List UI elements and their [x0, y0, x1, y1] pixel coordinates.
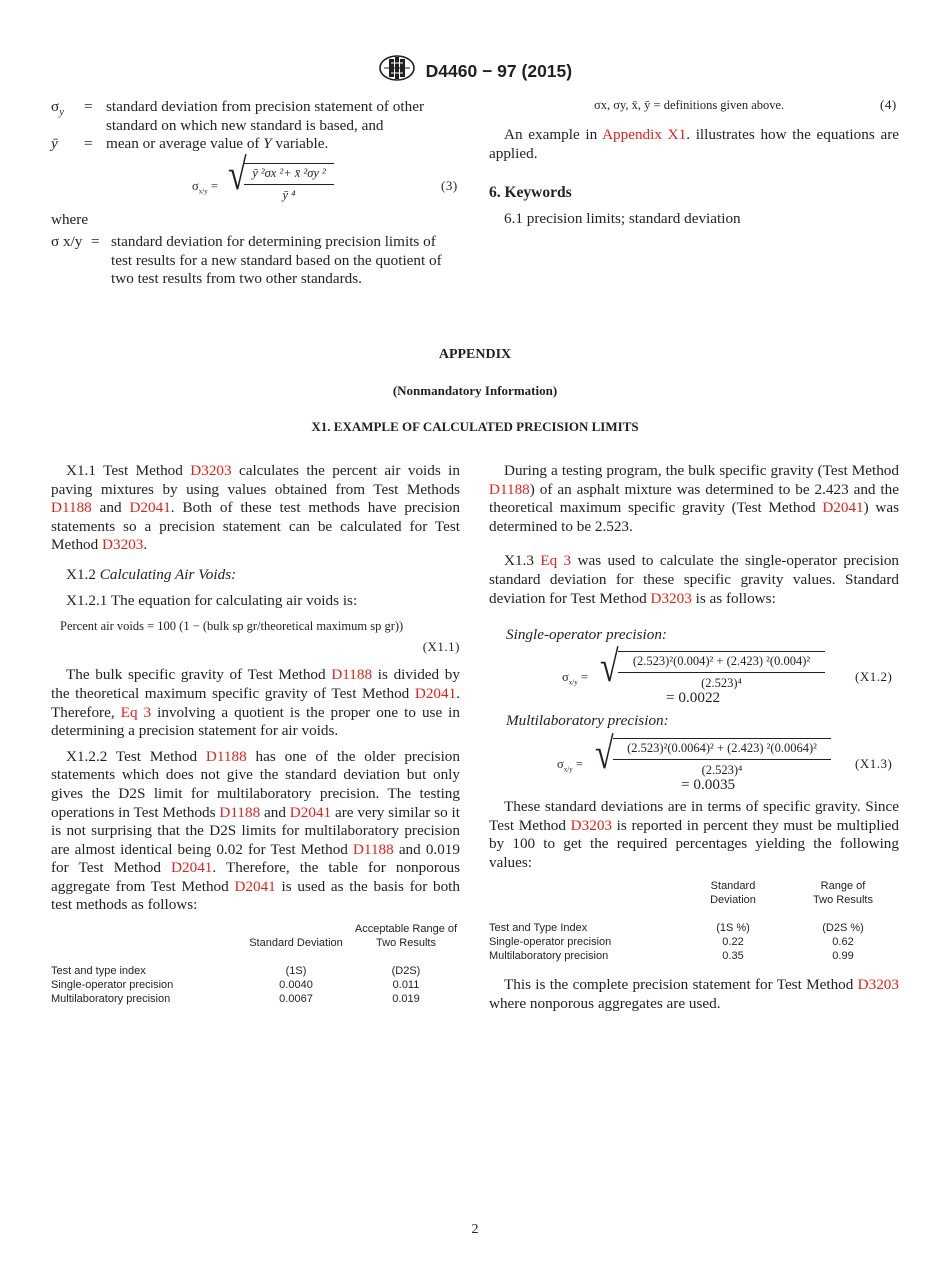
sqrt-icon: √: [600, 643, 619, 692]
intro-paragraph: [489, 126, 899, 163]
cell: (D2S): [391, 965, 421, 977]
d2041-link[interactable]: D2041: [129, 499, 171, 517]
definition-sigma-xy: [51, 233, 460, 293]
paragraph-sd-terms: These standard deviations are in terms of specific gravity. Since Test Method D3203 is reported in percent they must be multiplied by 100 to get the required percentages yielding the following values:: [489, 798, 899, 871]
denominator: (2.523)⁴: [701, 675, 742, 690]
cell: (1S %): [716, 922, 750, 934]
subscript: x/y: [198, 187, 208, 196]
x1-title: X1. EXAMPLE OF CALCULATED PRECISION LIMITS: [311, 419, 639, 434]
d3203-link[interactable]: D3203: [857, 976, 899, 993]
row-label: Multilaboratory precision: [489, 950, 609, 962]
precision-table-2: [489, 880, 899, 970]
column-header: Standard Deviation: [249, 937, 343, 949]
paragraph-complete-statement: This is the complete precision statement for Test Method D3203 where nonporous aggregates are used.: [489, 976, 899, 1012]
d3203-link[interactable]: D3203: [102, 536, 144, 554]
left-body: [51, 462, 460, 915]
where-label: where: [51, 211, 89, 228]
paragraph-x1-2-1: X1.2.1 The equation for calculating air voids is:: [66, 591, 358, 609]
row-label: Test and type index: [51, 965, 146, 977]
single-operator-label: Single-operator precision:: [506, 626, 667, 643]
cell: 0.011: [392, 979, 420, 991]
equals: =: [91, 233, 100, 250]
sqrt-icon: √: [595, 730, 614, 779]
equation-4: σx, σy, x̄, ȳ = definitions given above.: [594, 98, 785, 112]
cell: 0.62: [832, 936, 854, 948]
equation-number: (3): [441, 178, 458, 193]
multilaboratory-label: Multilaboratory precision:: [506, 712, 669, 729]
sigma: σ: [192, 179, 199, 193]
column-header: Standard: [710, 880, 756, 892]
astm-logo-icon: [378, 54, 416, 88]
column-header: Range of: [820, 880, 866, 892]
appendix-x1-link[interactable]: Appendix X1: [602, 126, 687, 143]
d3203-link[interactable]: D3203: [650, 589, 692, 607]
definition-sigma-y: [51, 98, 460, 135]
appendix-title: APPENDIX: [438, 347, 512, 362]
d1188-link[interactable]: D1188: [489, 480, 530, 498]
definition-text: standard deviation for determining precision limits of test results for a new standard based on the quotient of two test results from two other standards.: [111, 233, 442, 288]
text: An example in: [504, 126, 603, 143]
row-label: Single-operator precision: [489, 936, 612, 948]
d2041-link[interactable]: D2041: [289, 803, 332, 821]
document-id: D4460 − 97 (2015): [425, 60, 573, 81]
equation-number: (X1.1): [422, 638, 460, 654]
d1188-link[interactable]: D1188: [331, 666, 373, 684]
denominator: ȳ ⁴: [282, 187, 296, 202]
column-header: Deviation: [710, 894, 756, 906]
right-body: [489, 462, 899, 608]
d3203-link[interactable]: D3203: [570, 816, 613, 834]
cell: (1S): [285, 965, 307, 977]
precision-table-1: [51, 923, 460, 1013]
d1188-link[interactable]: D1188: [352, 840, 394, 858]
d1188-link[interactable]: D1188: [219, 803, 261, 821]
numerator: (2.523)²(0.0064)² + (2.423) ²(0.0064)²: [613, 739, 831, 760]
eq3-link[interactable]: Eq 3: [120, 703, 152, 721]
row-label: Test and Type Index: [489, 922, 588, 934]
variable: Y: [263, 135, 272, 152]
column-header: Two Results: [813, 894, 873, 906]
equation-number: (X1.3): [855, 756, 893, 771]
d1188-link[interactable]: D1188: [51, 499, 92, 517]
paragraph-x1-2-2: X1.2.2 Test Method D1188 has one of the older precision statements which does not give the standard deviation but only gives the D2S limit for multilaboratory precision. The testing operations in Test Methods D1188 and D2041 are very similar so it is not surprising that the D2S limits for multilaboratory precision are almost identical being 0.02 for Test Method D1188 and 0.019 for Test Method D2041. Therefore, the table for nonporous aggregate from Test Method D2041 is used as the basis for both test methods as follows:: [51, 747, 460, 914]
d3203-link[interactable]: D3203: [190, 462, 232, 479]
section-heading: 6. Keywords: [489, 184, 572, 201]
cell: 0.35: [722, 950, 744, 962]
paragraph-x1-3: X1.3 Eq 3 was used to calculate the single-operator precision standard deviation for these specific gravity values. Standard deviation for Test Method D3203 is as follows:: [489, 552, 900, 607]
equals: =: [84, 98, 93, 115]
equation-x1-3: $\sigma_{x/y}$ = √ $\frac{\text{(2.523)²(0.0064)² + (2.423) ²(0.0064)²}}{\text{(2.523)⁴}}$ = 0.0035 (X1.3): [557, 730, 893, 793]
eq3-link[interactable]: Eq 3: [540, 552, 572, 570]
cell: 0.99: [832, 950, 854, 962]
column-header: Acceptable Range of: [354, 923, 458, 935]
symbol: ȳ: [51, 135, 58, 152]
equals: =: [84, 135, 93, 152]
equation-x1-2: $\sigma_{x/y}$ = √ $\frac{\text{(2.523)²(0.004)² + (2.423) ²(0.004)²}}{\text{(2.523)⁴}}$ = 0.0022 (X1.2): [562, 643, 893, 706]
d2041-link[interactable]: D2041: [234, 877, 276, 895]
row-label: Single-operator precision: [51, 979, 174, 991]
cell: 0.0040: [279, 979, 313, 991]
cell: 0.0067: [279, 993, 313, 1005]
numerator: (2.523)²(0.004)² + (2.423) ²(0.004)²: [618, 652, 825, 673]
equation-number: (X1.2): [855, 669, 893, 684]
paragraph-x1-2: X1.2 Calculating Air Voids:: [66, 565, 237, 583]
cell: (D2S %): [822, 922, 864, 934]
paragraph-bulk: The bulk specific gravity of Test Method D1188 is divided by the theoretical maximum specific gravity of Test Method D2041. Therefore, Eq 3 involving a quotient is the proper one to use in determining a precision statement for air voids.: [51, 666, 460, 740]
column-header: Two Results: [376, 937, 436, 949]
text: . illustrates how the equations are applied.: [489, 126, 899, 162]
cell: 0.019: [392, 993, 420, 1005]
d2041-link[interactable]: D2041: [171, 859, 213, 877]
paragraph-x1-1: X1.1 Test Method D3203 calculates the percent air voids in paving mixtures by using values obtained from Test Methods D1188 and D2041. Both of these test methods have precision statements so a precision statement can be calculated for Test Method D3203.: [51, 462, 460, 554]
page-number: 2: [471, 1222, 479, 1237]
d1188-link[interactable]: D1188: [205, 747, 247, 765]
numerator: ȳ ²σx ²+ x̄ ²σy ²: [244, 164, 334, 185]
result: = 0.0035: [681, 776, 736, 793]
equals: =: [210, 179, 218, 193]
definition-text: standard deviation from precision statement of other standard on which new standard is based, and: [106, 98, 424, 134]
symbol: σ x/y: [51, 233, 83, 250]
text: variable.: [271, 135, 329, 152]
page-header: [0, 54, 950, 88]
sqrt-icon: √: [228, 151, 247, 200]
result: = 0.0022: [666, 689, 721, 706]
d2041-link[interactable]: D2041: [414, 684, 457, 702]
top-left-definitions: [51, 98, 460, 155]
keywords: 6.1 precision limits; standard deviation: [504, 210, 741, 227]
denominator: (2.523)⁴: [701, 762, 743, 777]
subscript: y: [59, 107, 64, 119]
appendix-subtitle: (Nonmandatory Information): [392, 383, 558, 398]
text: mean or average value of: [106, 135, 264, 152]
row-label: Multilaboratory precision: [51, 993, 171, 1005]
equation-number: (4): [880, 97, 897, 112]
equation-x1-1: Percent air voids = 100 (1 − (bulk sp gr/theoretical maximum sp gr)): [60, 619, 404, 634]
paragraph-testing-program: During a testing program, the bulk specific gravity (Test Method D1188) of an asphalt mixture was determined to be 2.423 and the theoretical maximum specific gravity (Test Method D2041) was determined to be 2.523.: [489, 462, 899, 535]
d2041-link[interactable]: D2041: [822, 499, 864, 517]
cell: 0.22: [722, 936, 744, 948]
symbol: σ: [51, 98, 60, 115]
definition-y-bar: [51, 135, 460, 155]
